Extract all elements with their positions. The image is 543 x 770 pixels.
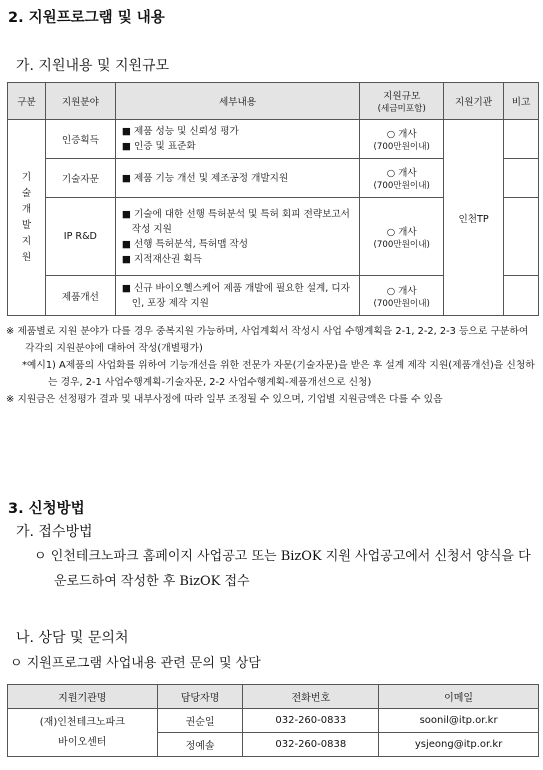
header-type: 구분 — [8, 83, 46, 120]
table-row — [8, 709, 539, 733]
contact-phone-cell: 032-260-0838 — [243, 733, 379, 757]
method-paragraph: ㅇ 인천테크노파크 홈페이지 사업공고 또는 BizOK 지원 사업공고에서 신청서 양식을 다운로드하여 작성한 후 BizOK 접수 — [34, 549, 531, 589]
support-table — [7, 82, 539, 316]
field-cell: 인증획득 — [45, 120, 115, 159]
remark-cell — [504, 120, 539, 159]
remark-cell — [504, 276, 539, 316]
contact-header-org: 지원기관명 — [8, 685, 158, 709]
contact-name-cell: 정예솔 — [157, 733, 243, 757]
remark-cell — [504, 198, 539, 276]
org-cell: 인천TP — [444, 120, 504, 316]
scale-cell: ○ 개사 (700만원이내) — [360, 276, 444, 316]
field-cell: 기술자문 — [45, 159, 115, 198]
note-2: ※ 지원금은 선정평가 결과 및 내부사정에 따라 일부 조정될 수 있으며, 기업별 지원금액은 다를 수 있음 — [6, 394, 443, 405]
note-example: *예시1) A제품의 사업화를 위하여 기능개선을 위한 전문가 자문(기술자문)을 받은 후 설계 제작 지원(제품개선)을 신청하는 경우, 2-1 사업수행계획-기술자문, 2-2 사업수행계획-제품개선으로 신청) — [22, 360, 535, 388]
contact-name-cell: 권순일 — [157, 709, 243, 733]
contact-email-cell[interactable]: soonil@itp.or.kr — [379, 709, 539, 733]
detail-cell — [115, 276, 359, 316]
detail-item: ■ 지적재산권 획득 — [121, 253, 202, 265]
detail-item: ■ 제품 성능 및 신뢰성 평가 — [121, 126, 239, 137]
field-cell: 제품개선 — [45, 276, 115, 316]
contact-phone-cell: 032-260-0833 — [243, 709, 379, 733]
detail-cell — [115, 120, 359, 159]
table-row — [8, 120, 539, 159]
detail-item: ■ 선행 특허분석, 특허맵 작성 — [121, 238, 249, 250]
support-table-header — [8, 83, 539, 120]
header-org: 지원기관 — [444, 83, 504, 120]
contact-org-cell: (재)인천테크노파크 바이오센터 — [8, 709, 158, 757]
section-2-title: 2. 지원프로그램 및 내용 — [8, 10, 165, 26]
scale-cell: ○ 개사 (700만원이내) — [360, 159, 444, 198]
header-scale — [360, 83, 444, 120]
header-detail: 세부내용 — [115, 83, 359, 120]
contact-email-cell[interactable]: ysjeong@itp.or.kr — [379, 733, 539, 757]
detail-item: ■ 인증 및 표준화 — [121, 141, 196, 152]
section-3-subtitle-a: 가. 접수방법 — [16, 524, 93, 540]
detail-cell — [115, 159, 359, 198]
detail-item: ■ 제품 기능 개선 및 제조공정 개발지원 — [121, 172, 289, 184]
consult-line: ㅇ 지원프로그램 사업내용 관련 문의 및 상담 — [10, 656, 261, 671]
notes-block — [6, 323, 538, 408]
detail-item: ■ 기술에 대한 선행 특허분석 및 특허 회피 전략보고서 작성 지원 — [121, 208, 350, 235]
detail-item: ■ 신규 바이오헬스케어 제품 개발에 필요한 설계, 디자인, 포장 제작 지원 — [121, 282, 350, 309]
contact-table-header — [8, 685, 539, 709]
remark-cell — [504, 159, 539, 198]
note-1: ※ 제품별로 지원 분야가 다를 경우 중복지원 가능하며, 사업계획서 작성시 사업 수행계획을 2-1, 2-2, 2-3 등으로 구분하여 각각의 지원분야에 대하여 작성(개별평가) — [6, 326, 529, 354]
contact-header-name: 담당자명 — [157, 685, 243, 709]
field-cell: IP R&D — [45, 198, 115, 276]
section-3-title: 3. 신청방법 — [8, 501, 85, 517]
header-field: 지원분야 — [45, 83, 115, 120]
scale-cell: ○ 개사 (700만원이내) — [360, 120, 444, 159]
section-3-subtitle-b: 나. 상담 및 문의처 — [16, 630, 129, 646]
header-remark: 비고 — [504, 83, 539, 120]
scale-cell: ○ 개사 (700만원이내) — [360, 198, 444, 276]
contact-header-email: 이메일 — [379, 685, 539, 709]
header-scale-label: 지원규모 — [383, 91, 421, 102]
detail-cell — [115, 198, 359, 276]
type-cell: 기 술 개 발 지 원 — [8, 120, 46, 316]
contact-table — [7, 684, 539, 757]
contact-header-phone: 전화번호 — [243, 685, 379, 709]
section-2-subtitle-a: 가. 지원내용 및 지원규모 — [16, 58, 170, 74]
header-scale-note: (세금미포함) — [377, 104, 426, 114]
